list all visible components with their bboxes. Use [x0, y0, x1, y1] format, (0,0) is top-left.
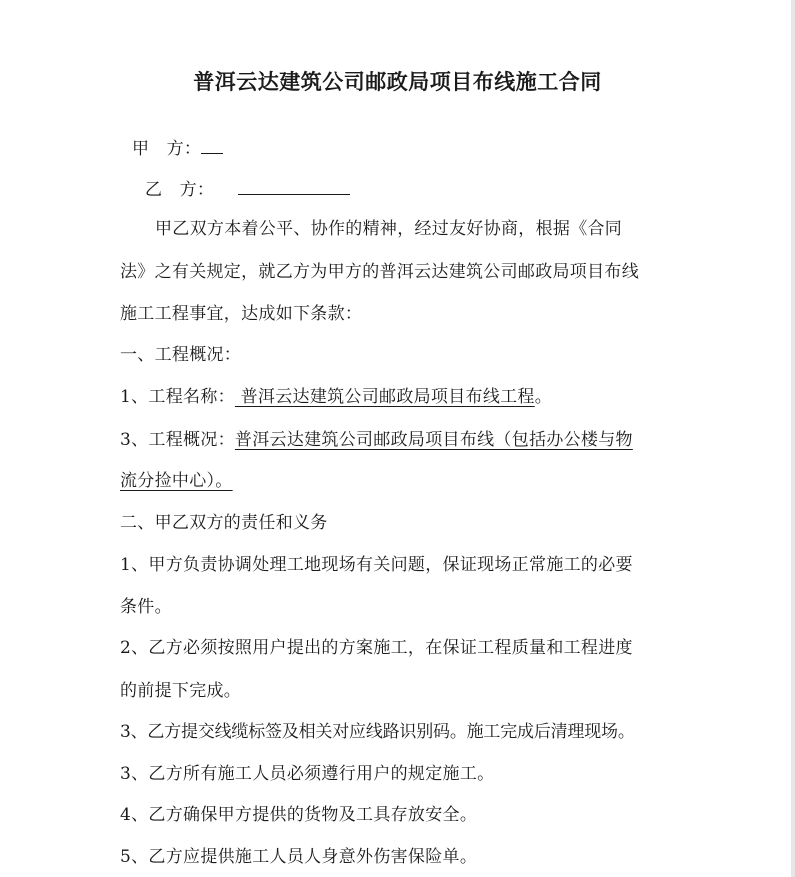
item-1-prefix: 1、工程名称： [120, 387, 235, 407]
item-3-prefix: 3、工程概况： [120, 430, 235, 450]
item-3-line-1 [120, 425, 633, 450]
duty-2-line-2: 的前提下完成。 [120, 681, 242, 701]
duty-2-line-1: 2、乙方必须按照用户提出的方案施工，在保证工程质量和工程进度 [120, 638, 633, 658]
duty-3a-line: 3、乙方提交线缆标签及相关对应线路识别码。施工完成后清理现场。 [120, 722, 635, 742]
party-a-label: 甲 方： [132, 139, 202, 159]
intro-line-1: 甲乙双方本着公平、协作的精神，经过友好协商，根据《合同 [155, 219, 623, 239]
item-3-line-2 [120, 466, 233, 491]
item-3-value-line-2: 流分捡中心）。 [120, 471, 233, 491]
duty-1-line-2: 条件。 [120, 597, 172, 617]
item-3-value-line-1: 普洱云达建筑公司邮政局项目布线（包括办公楼与物 [234, 430, 633, 450]
duty-3b-line: 3、乙方所有施工人员必须遵行用户的规定施工。 [120, 764, 495, 784]
section-1-heading: 一、工程概况： [120, 345, 242, 365]
intro-line-2: 法》之有关规定，就乙方为甲方的普洱云达建筑公司邮政局项目布线 [120, 262, 639, 282]
item-1-line [120, 382, 552, 407]
section-2-heading: 二、甲乙双方的责任和义务 [120, 513, 328, 533]
duty-4-line: 4、乙方确保甲方提供的货物及工具存放安全。 [120, 805, 478, 825]
duty-1-line-1: 1、甲方负责协调处理工地现场有关问题，保证现场正常施工的必要 [120, 555, 633, 575]
party-b-line [145, 175, 350, 200]
party-b-label: 乙 方： [145, 180, 215, 200]
document-title: 普洱云达建筑公司邮政局项目布线施工合同 [193, 70, 602, 94]
duty-5-line: 5、乙方应提供施工人员人身意外伤害保险单。 [120, 847, 478, 867]
page-edge-shadow [791, 0, 795, 877]
party-a-blank [201, 135, 223, 154]
item-1-value: 普洱云达建筑公司邮政局项目布线工程 [234, 387, 535, 407]
party-a-line [132, 134, 223, 159]
item-1-suffix: 。 [534, 387, 553, 407]
intro-line-3: 施工工程事宜，达成如下条款： [120, 304, 363, 324]
party-b-blank [238, 176, 350, 195]
